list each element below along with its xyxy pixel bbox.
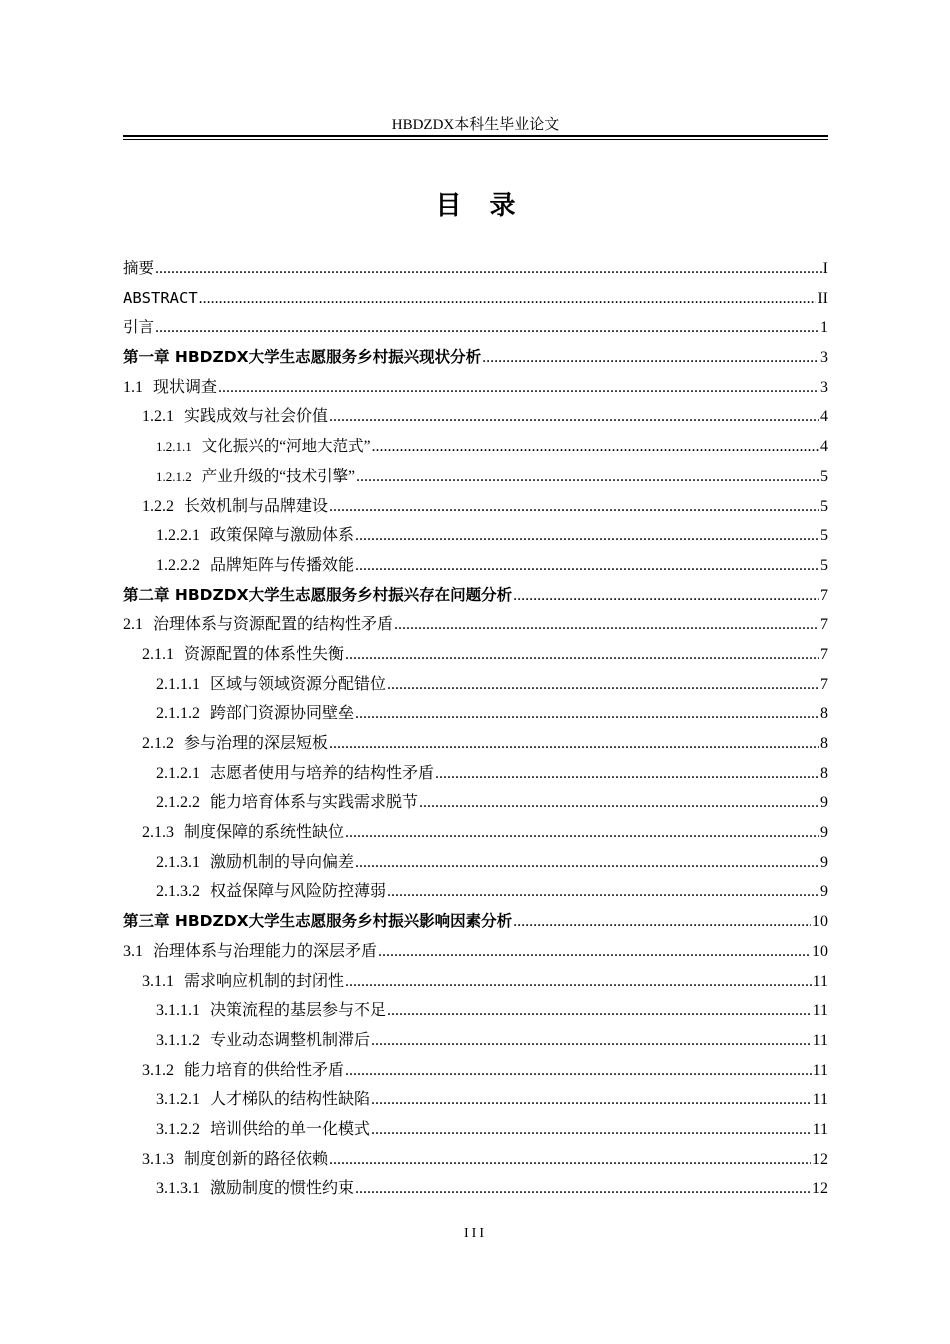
toc-dot-leader (329, 402, 819, 432)
toc-dot-leader (329, 492, 819, 522)
running-header: HBDZDX本科生毕业论文 (391, 117, 560, 133)
toc-entry-page: 7 (820, 675, 828, 693)
toc-entry-text: 引言 (123, 318, 155, 337)
toc-entry-text: 参与治理的深层短板 (184, 735, 329, 752)
toc-entry-title (156, 877, 386, 907)
toc-entry[interactable] (123, 343, 828, 373)
toc-dot-leader (419, 788, 819, 818)
toc-entry-text: 现状调查 (153, 378, 218, 396)
toc-entry[interactable] (123, 373, 828, 403)
toc-entry-title (156, 1026, 370, 1056)
toc-entry-number: 2.1.1.1 (156, 675, 200, 693)
toc-entry-title (142, 492, 328, 522)
toc-entry-title (142, 1145, 328, 1175)
toc-title: 目录 (435, 191, 544, 221)
toc-entry[interactable] (123, 818, 828, 848)
toc-entry-number: 3.1 (123, 942, 143, 960)
toc-dot-leader (355, 551, 819, 581)
toc-entry-number: 2.1.2 (142, 735, 174, 752)
toc-entry-title (123, 581, 512, 611)
toc-entry-page: 8 (820, 764, 828, 782)
toc-entry-page: 7 (820, 616, 828, 634)
toc-entry[interactable] (123, 521, 828, 551)
toc-entry[interactable] (123, 996, 828, 1026)
toc-dot-leader (372, 432, 819, 462)
toc-entry[interactable] (123, 402, 828, 432)
toc-dot-leader (218, 373, 819, 403)
toc-entry-title (123, 610, 393, 640)
toc-entry-number: 3.1.1 (142, 972, 174, 990)
toc-entry-page: 5 (820, 527, 828, 545)
toc-entry[interactable] (123, 581, 828, 611)
toc-entry-number: 3.1.1.2 (156, 1031, 200, 1049)
toc-entry-text: 培训供给的单一化模式 (210, 1120, 371, 1138)
toc-entry-number: 2.1.3 (142, 824, 174, 842)
toc-entry-page: 4 (820, 438, 828, 456)
toc-entry[interactable] (123, 967, 828, 997)
toc-entry[interactable] (123, 1115, 828, 1145)
toc-entry-number: 3.1.3 (142, 1150, 174, 1168)
toc-entry-text: 志愿者使用与培养的结构性矛盾 (210, 764, 435, 782)
toc-entry[interactable] (123, 1085, 828, 1115)
toc-entry-text: 治理体系与治理能力的深层矛盾 (153, 942, 378, 960)
toc-entry-number: 3.1.1.1 (156, 1002, 200, 1020)
toc-entry-title (156, 1174, 354, 1204)
toc-entry-title (142, 1056, 344, 1086)
toc-entry-page: 10 (812, 913, 828, 931)
toc-entry-page: I (822, 260, 828, 277)
toc-dot-leader (345, 640, 819, 670)
toc-dot-leader (378, 937, 811, 967)
toc-entry-title (156, 699, 354, 729)
toc-entry-page: 9 (820, 794, 828, 812)
toc-entry-title (142, 818, 344, 848)
toc-entry-page: 3 (820, 378, 828, 396)
toc-dot-leader (387, 996, 812, 1026)
toc-entry[interactable] (123, 848, 828, 878)
toc-entry-page: 7 (820, 645, 828, 663)
toc-entry-text: 制度创新的路径依赖 (184, 1150, 329, 1168)
toc-entry-page: 8 (820, 705, 828, 723)
toc-entry-text: 政策保障与激励体系 (210, 527, 355, 545)
toc-entry-title (123, 254, 154, 284)
toc-entry-title (156, 1085, 370, 1115)
toc-entry-text: 决策流程的基层参与不足 (210, 1002, 387, 1020)
toc-entry-page: 4 (820, 408, 828, 426)
toc-dot-leader (513, 907, 811, 937)
toc-entry-page: 9 (820, 824, 828, 842)
toc-entry-title (156, 521, 354, 551)
toc-dot-leader (356, 462, 819, 492)
toc-entry-text: 跨部门资源协同壁垒 (210, 705, 355, 723)
toc-dot-leader (155, 313, 819, 343)
toc-entry-number: 3.1.3.1 (156, 1180, 200, 1198)
toc-dot-leader (394, 610, 819, 640)
toc-entry-title (156, 432, 371, 462)
toc-entry-text: 激励机制的导向偏差 (210, 853, 355, 871)
toc-entry[interactable] (123, 907, 828, 937)
toc-entry-page: 5 (820, 467, 828, 485)
toc-entry-title (156, 551, 354, 581)
toc-entry-number: 3.1.2 (142, 1061, 174, 1079)
toc-entry-page: II (817, 289, 828, 307)
toc-entry-title (142, 729, 328, 759)
toc-entry-title (156, 759, 434, 789)
toc-entry-title (123, 343, 481, 373)
toc-entry-page: 1 (820, 319, 828, 337)
toc-entry-text: 权益保障与风险防控薄弱 (210, 883, 387, 901)
toc-entry-title (123, 284, 198, 314)
toc-entry-text: 能力培育体系与实践需求脱节 (210, 794, 419, 812)
toc-entry-number: 3.1.2.1 (156, 1091, 200, 1109)
toc-entry-number: 2.1 (123, 616, 143, 634)
toc-entry-title (156, 462, 355, 492)
toc-entry-text: 资源配置的体系性失衡 (184, 645, 345, 663)
toc-entry-title (156, 670, 386, 700)
toc-entry-number: 2.1.3.1 (156, 853, 200, 871)
toc-entry[interactable] (123, 640, 828, 670)
toc-entry-text: 需求响应机制的封闭性 (184, 972, 345, 990)
toc-dot-leader (371, 1026, 812, 1056)
toc-entry-page: 5 (820, 497, 828, 515)
toc-dot-leader (435, 759, 819, 789)
toc-entry[interactable] (123, 254, 828, 284)
toc-entry-page: 5 (820, 556, 828, 574)
toc-entry[interactable] (123, 551, 828, 581)
toc-entry-text: 激励制度的惯性约束 (210, 1180, 355, 1198)
toc-dot-leader (329, 1145, 811, 1175)
toc-dot-leader (355, 521, 819, 551)
toc-entry[interactable] (123, 313, 828, 343)
toc-entry-page: 10 (812, 942, 828, 960)
toc-entry-title (156, 788, 418, 818)
toc-entry[interactable] (123, 759, 828, 789)
toc-entry-title (142, 402, 328, 432)
toc-entry-text: 能力培育的供给性矛盾 (184, 1061, 345, 1079)
toc-entry-number: 2.1.1 (142, 645, 174, 663)
toc-entry-text: ABSTRACT (123, 288, 198, 307)
toc-dot-leader (345, 1056, 812, 1086)
toc-entry-title (156, 1115, 370, 1145)
toc-entry-number: 3.1.2.2 (156, 1120, 200, 1138)
toc-dot-leader (355, 1174, 811, 1204)
toc-entry-text: 区域与领域资源分配错位 (210, 675, 387, 693)
toc-dot-leader (387, 877, 819, 907)
toc-entry-text: 长效机制与品牌建设 (184, 497, 329, 515)
toc-entry-title (123, 313, 154, 343)
page-number: III (464, 1226, 487, 1241)
toc-entry-page: 7 (820, 586, 828, 604)
toc-entry[interactable] (123, 432, 828, 462)
toc-dot-leader (199, 284, 817, 314)
toc-entry[interactable] (123, 1174, 828, 1204)
toc-entry[interactable] (123, 877, 828, 907)
toc-entry-title (142, 967, 344, 997)
toc-entry-text: 第一章 HBDZDX大学生志愿服务乡村振兴现状分析 (123, 348, 482, 367)
toc-entry-page: 11 (812, 1091, 828, 1109)
toc-entry-number: 2.1.2.2 (156, 794, 200, 812)
toc-entry-page: 12 (812, 1180, 828, 1198)
toc-entry-title (123, 907, 512, 937)
toc-entry[interactable] (123, 699, 828, 729)
toc-entry-number: 1.2.1 (142, 408, 174, 426)
toc-entry-title (123, 937, 377, 967)
toc-entry-page: 3 (820, 349, 828, 367)
toc-entry-page: 11 (812, 972, 828, 990)
toc-entry-page: 11 (812, 1120, 828, 1138)
toc-dot-leader (513, 581, 819, 611)
toc-entry[interactable] (123, 788, 828, 818)
toc-dot-leader (345, 818, 819, 848)
toc-entry[interactable] (123, 1145, 828, 1175)
toc-entry[interactable] (123, 937, 828, 967)
toc-entry-page: 9 (820, 883, 828, 901)
toc-entry-page: 11 (812, 1061, 828, 1079)
toc-dot-leader (371, 1085, 812, 1115)
toc-entry-title (156, 996, 386, 1026)
toc-entry[interactable] (123, 670, 828, 700)
toc-entry-page: 8 (820, 735, 828, 752)
toc-entry[interactable] (123, 1056, 828, 1086)
toc-entry-text: 第三章 HBDZDX大学生志愿服务乡村振兴影响因素分析 (123, 912, 513, 931)
toc-entry-page: 9 (820, 853, 828, 871)
toc-entry-number: 2.1.3.2 (156, 883, 200, 901)
toc-dot-leader (387, 670, 819, 700)
toc-entry[interactable] (123, 492, 828, 522)
toc-entry-title (156, 848, 354, 878)
toc-entry-number: 1.2.2 (142, 497, 174, 515)
toc-entry-text: 第二章 HBDZDX大学生志愿服务乡村振兴存在问题分析 (123, 585, 513, 604)
toc-dot-leader (155, 254, 822, 284)
toc-entry-number: 1.2.1.2 (156, 468, 192, 484)
toc-entry-number: 1.1 (123, 378, 143, 396)
toc-dot-leader (329, 729, 819, 759)
toc-entry[interactable] (123, 610, 828, 640)
toc-entry-page: 12 (812, 1150, 828, 1168)
header-rule-thin (123, 139, 828, 140)
toc-entry[interactable] (123, 462, 828, 492)
toc-dot-leader (371, 1115, 812, 1145)
toc-entry-text: 人才梯队的结构性缺陷 (210, 1091, 371, 1109)
toc-entry-page: 11 (812, 1002, 828, 1020)
toc-entry[interactable] (123, 1026, 828, 1056)
toc-entry-text: 文化振兴的“河地大范式” (201, 438, 371, 456)
toc-entry-text: 制度保障的系统性缺位 (184, 824, 345, 842)
toc-entry-number: 2.1.2.1 (156, 764, 200, 782)
header-rule-thick (123, 135, 828, 137)
toc-dot-leader (482, 343, 819, 373)
toc-entry[interactable] (123, 284, 828, 314)
toc-entry-number: 1.2.1.1 (156, 439, 192, 455)
table-of-contents (123, 254, 828, 1204)
toc-entry[interactable] (123, 729, 828, 759)
toc-entry-text: 实践成效与社会价值 (184, 408, 329, 426)
toc-dot-leader (355, 848, 819, 878)
toc-entry-text: 摘要 (123, 259, 155, 277)
toc-entry-text: 产业升级的“技术引擎” (201, 467, 356, 485)
toc-entry-number: 2.1.1.2 (156, 705, 200, 723)
toc-entry-title (123, 373, 217, 403)
toc-dot-leader (345, 967, 812, 997)
toc-dot-leader (355, 699, 819, 729)
toc-entry-number: 1.2.2.2 (156, 556, 200, 574)
toc-entry-text: 品牌矩阵与传播效能 (210, 556, 355, 574)
toc-entry-text: 专业动态调整机制滞后 (210, 1031, 371, 1049)
toc-entry-page: 11 (812, 1031, 828, 1049)
toc-entry-title (142, 640, 344, 670)
toc-entry-number: 1.2.2.1 (156, 527, 200, 545)
toc-entry-text: 治理体系与资源配置的结构性矛盾 (153, 616, 394, 634)
